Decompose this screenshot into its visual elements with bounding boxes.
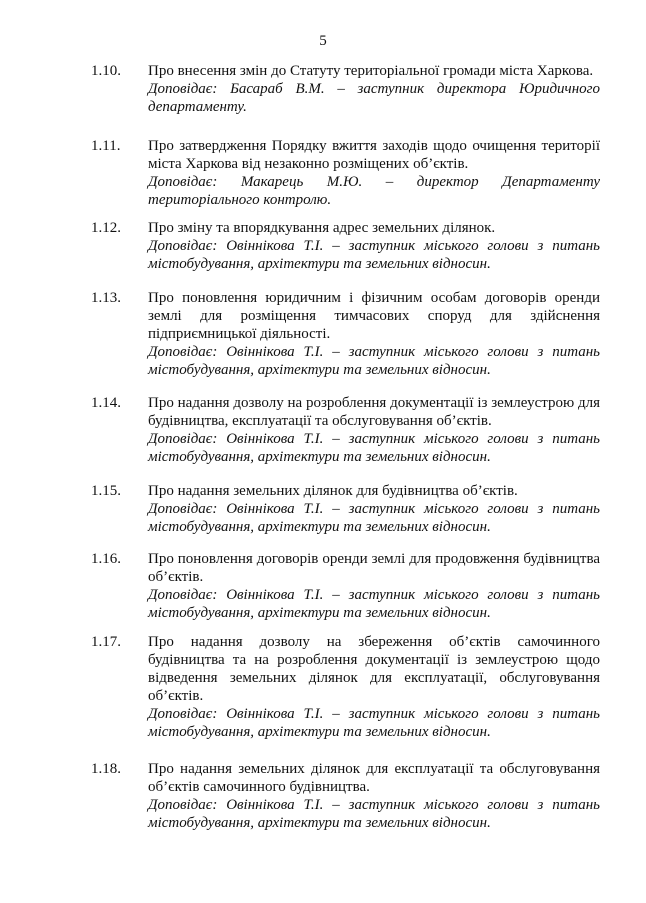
item-speaker: Доповідає: Овіннікова Т.І. – заступник міського голови з питань містобудування, архітектури та земельних відносин. (148, 344, 600, 378)
item-number: 1.14. (91, 395, 121, 411)
item-speaker: Доповідає: Овіннікова Т.І. – заступник міського голови з питань містобудування, архітектури та земельних відносин. (148, 501, 600, 535)
item-body (148, 219, 600, 273)
item-number: 1.18. (91, 761, 121, 777)
item-number: 1.15. (91, 483, 121, 499)
item-number: 1.17. (91, 634, 121, 650)
item-body (148, 760, 600, 832)
item-title: Про поновлення договорів оренди землі для продовження будівництва об’єктів. (148, 551, 600, 585)
item-speaker: Доповідає: Овіннікова Т.І. – заступник міського голови з питань містобудування, архітектури та земельних відносин. (148, 238, 600, 272)
item-number: 1.16. (91, 551, 121, 567)
item-body (148, 62, 600, 116)
item-title: Про надання земельних ділянок для експлуатації та обслуговування об’єктів самочинного будівництва. (148, 761, 600, 795)
item-body (148, 137, 600, 209)
item-speaker: Доповідає: Басараб В.М. – заступник директора Юридичного департаменту. (148, 81, 600, 115)
item-body (148, 394, 600, 466)
item-body (148, 633, 600, 741)
item-title: Про затвердження Порядку вжиття заходів щодо очищення території міста Харкова від незаконно розміщених об’єктів. (148, 138, 600, 172)
item-number: 1.12. (91, 220, 121, 236)
item-speaker: Доповідає: Овіннікова Т.І. – заступник міського голови з питань містобудування, архітектури та земельних відносин. (148, 706, 600, 740)
page-number: 5 (319, 33, 327, 49)
item-body (148, 482, 600, 536)
item-title: Про надання дозволу на збереження об’єктів самочинного будівництва та на розроблення документації із землеустрою щодо відведення земельних ділянок для експлуатації, обслуговування об’єктів. (148, 634, 600, 704)
item-body (148, 550, 600, 622)
item-title: Про надання земельних ділянок для будівництва об’єктів. (148, 483, 518, 499)
item-speaker: Доповідає: Овіннікова Т.І. – заступник міського голови з питань містобудування, архітектури та земельних відносин. (148, 587, 600, 621)
item-title: Про зміну та впорядкування адрес земельних ділянок. (148, 220, 496, 236)
item-number: 1.11. (91, 138, 121, 154)
item-body (148, 289, 600, 379)
item-title: Про поновлення юридичним і фізичним особам договорів оренди землі для розміщення тимчасових споруд для здійснення підприємницької діяльності. (148, 290, 600, 342)
item-number: 1.13. (91, 290, 121, 306)
item-number: 1.10. (91, 63, 121, 79)
item-speaker: Доповідає: Овіннікова Т.І. – заступник міського голови з питань містобудування, архітектури та земельних відносин. (148, 797, 600, 831)
item-title: Про надання дозволу на розроблення документації із землеустрою для будівництва, експлуатації та обслуговування об’єктів. (148, 395, 600, 429)
item-speaker: Доповідає: Овіннікова Т.І. – заступник міського голови з питань містобудування, архітектури та земельних відносин. (148, 431, 600, 465)
item-speaker: Доповідає: Макарець М.Ю. – директор Департаменту територіального контролю. (148, 174, 600, 208)
item-title: Про внесення змін до Статуту територіальної громади міста Харкова. (148, 63, 594, 79)
